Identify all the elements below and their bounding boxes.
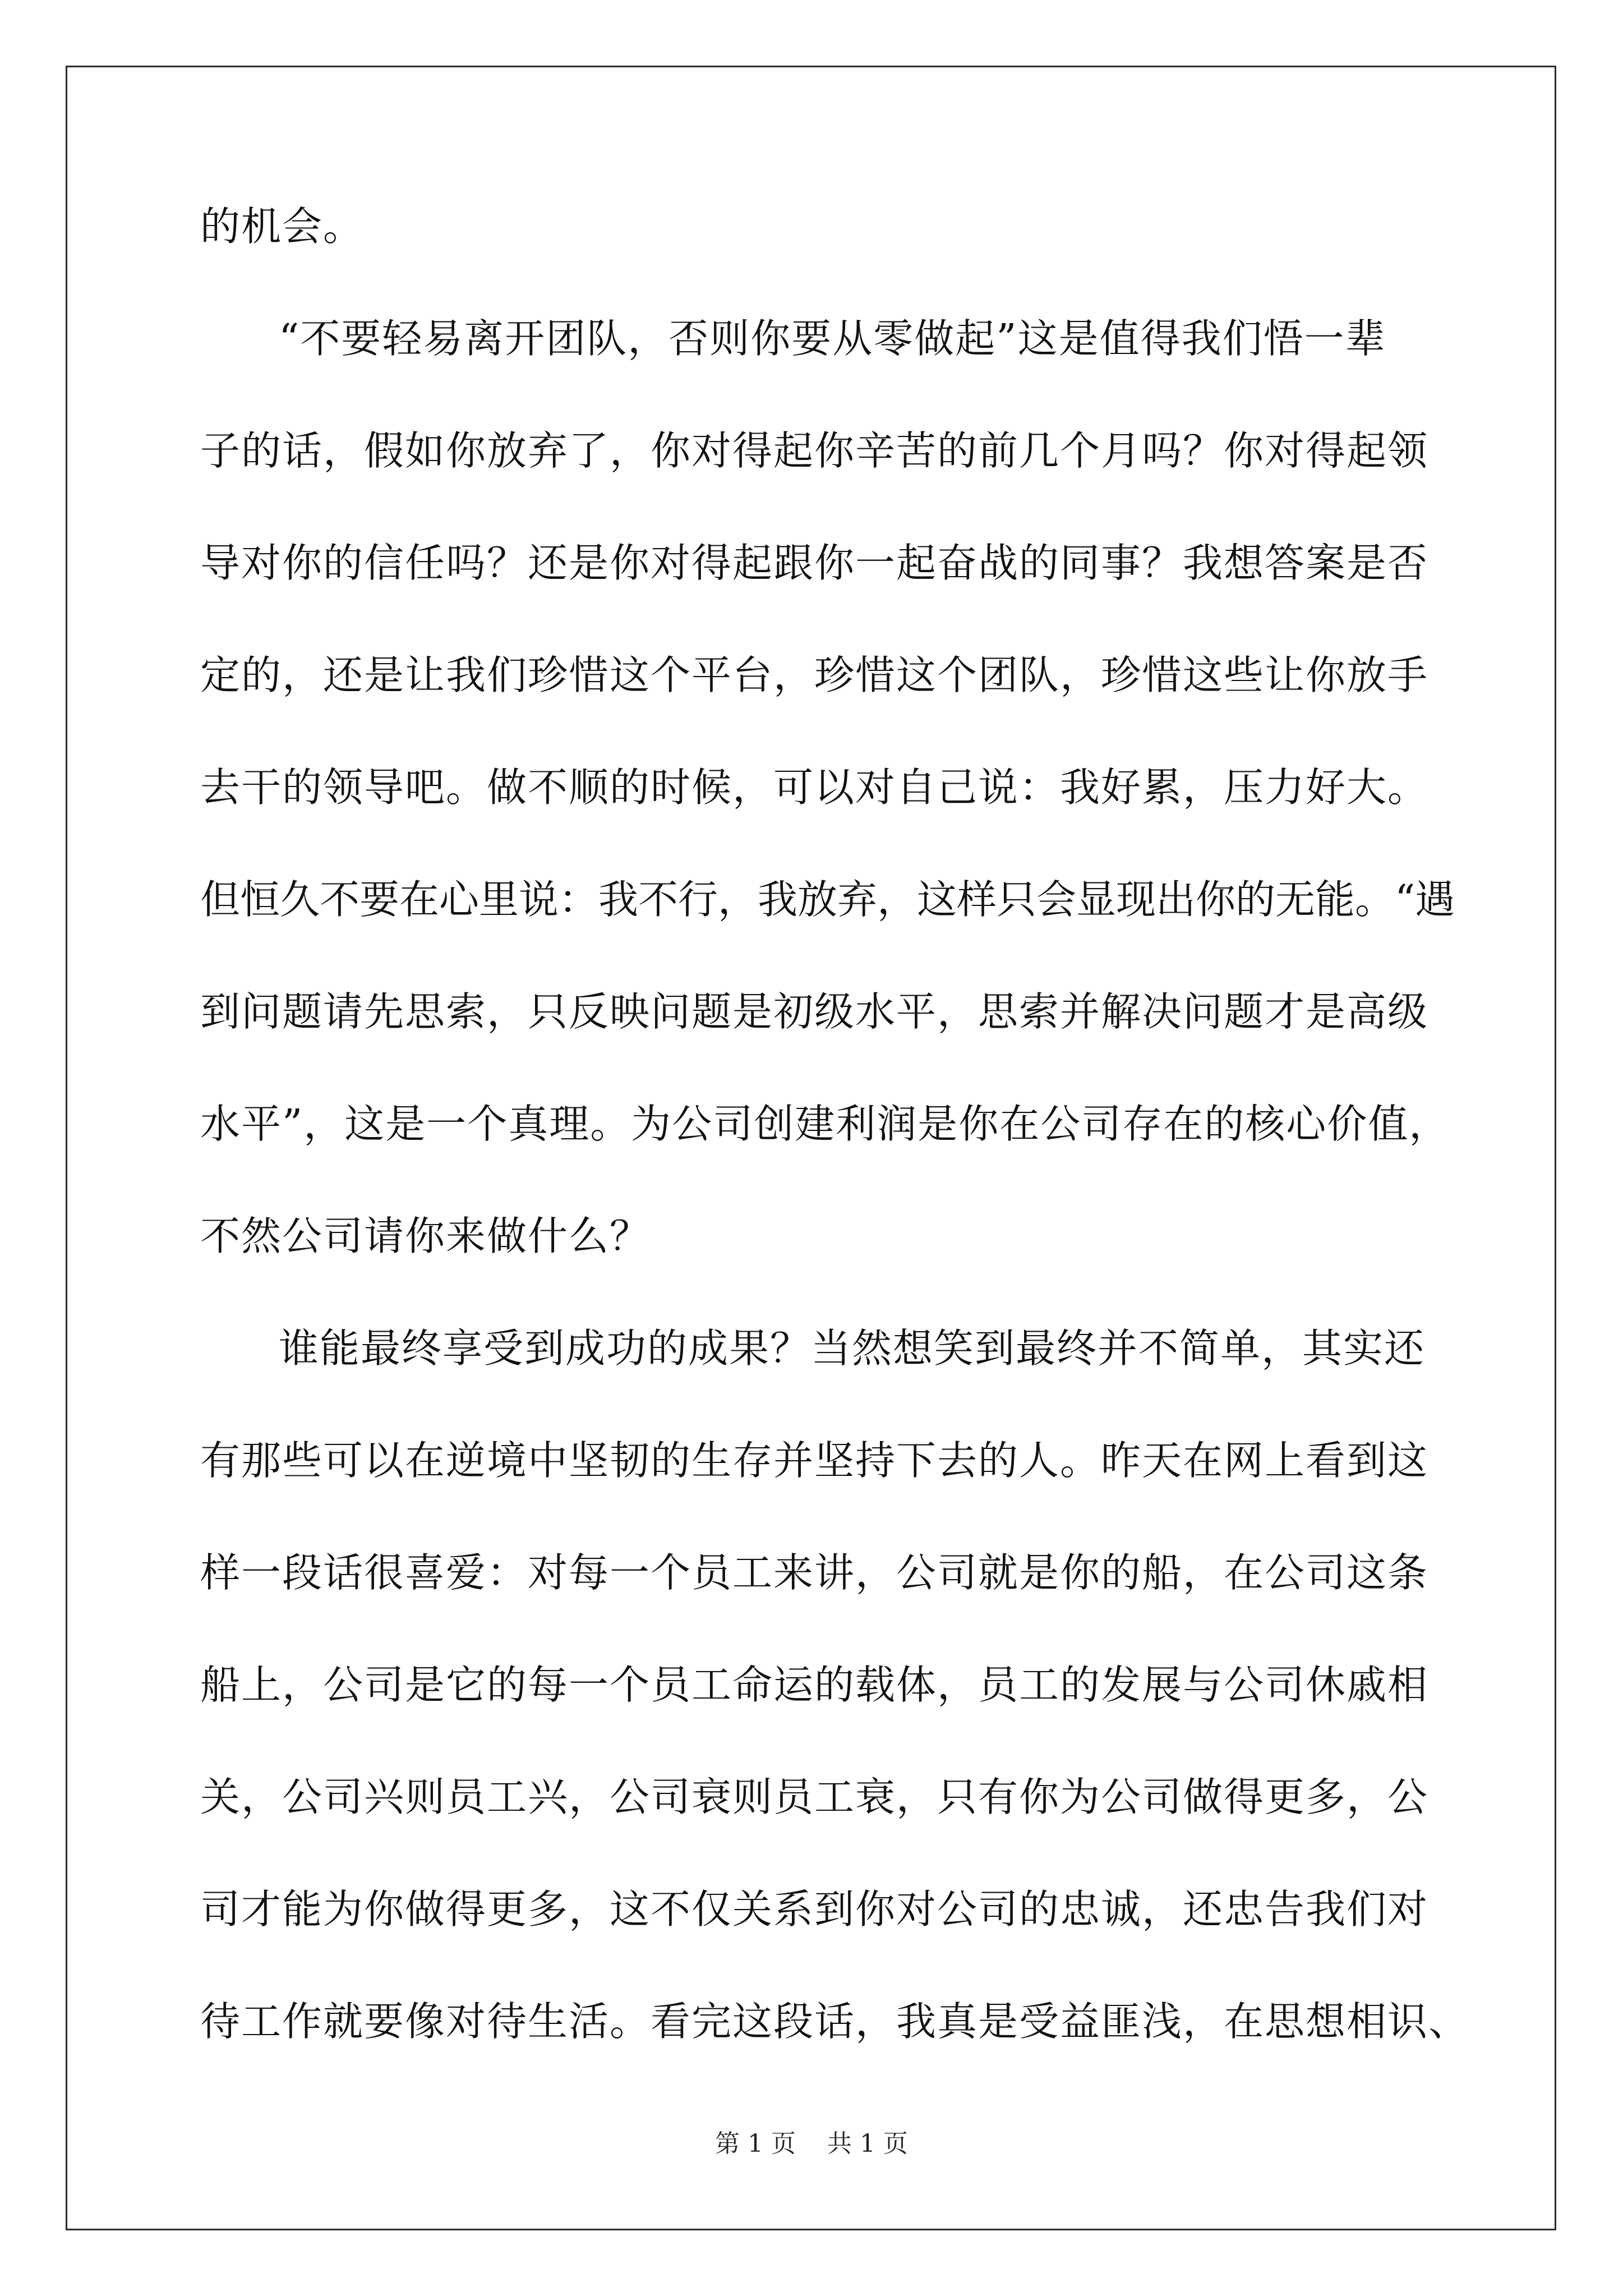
text-line: 导对你的信任吗？还是你对得起跟你一起奋战的同事？我想答案是否 [200,540,1429,586]
text-line: 水平”，这是一个真理。为公司创建利润是你在公司存在的核心价值， [200,1101,1450,1147]
page-footer [0,2127,1623,2161]
page-total: 共 1 页 [827,2129,908,2158]
text-line: 船上，公司是它的每一个员工命运的载体，员工的发展与公司休戚相 [200,1662,1429,1708]
text-line: 定的，还是让我们珍惜这个平台，珍惜这个团队，珍惜这些让你放手 [200,652,1429,698]
text-line: 子的话，假如你放弃了，你对得起你辛苦的前几个月吗？你对得起领 [200,427,1429,474]
text-line: 关，公司兴则员工兴，公司衰则员工衰，只有你为公司做得更多，公 [200,1774,1429,1820]
paragraph-start-line: “不要轻易离开团队，否则你要从零做起”这是值得我们悟一辈 [279,315,1386,362]
text-line: 到问题请先思索，只反映问题是初级水平，思索并解决问题才是高级 [200,988,1429,1035]
page-number: 第 1 页 [715,2129,796,2158]
text-line: 去干的领导吧。做不顺的时候，可以对自己说：我好累，压力好大。 [200,764,1429,811]
text-line: 样一段话很喜爱：对每一个员工来讲，公司就是你的船，在公司这条 [200,1549,1429,1596]
text-line: 有那些可以在逆境中坚韧的生存并坚持下去的人。昨天在网上看到这 [200,1437,1429,1484]
footer-gap [796,2129,827,2158]
text-line: 但恒久不要在心里说：我不行，我放弃，这样只会显现出你的无能。“遇 [200,876,1455,923]
text-line: 的机会。 [200,203,365,250]
text-line: 待工作就要像对待生活。看完这段话，我真是受益匪浅，在思想相识、 [200,1998,1470,2045]
paragraph-start-line: 谁能最终享受到成功的成果？当然想笑到最终并不简单，其实还 [279,1325,1426,1372]
text-line: 不然公司请你来做什么？ [200,1213,651,1259]
text-line: 司才能为你做得更多，这不仅关系到你对公司的忠诚，还忠告我们对 [200,1886,1429,1932]
